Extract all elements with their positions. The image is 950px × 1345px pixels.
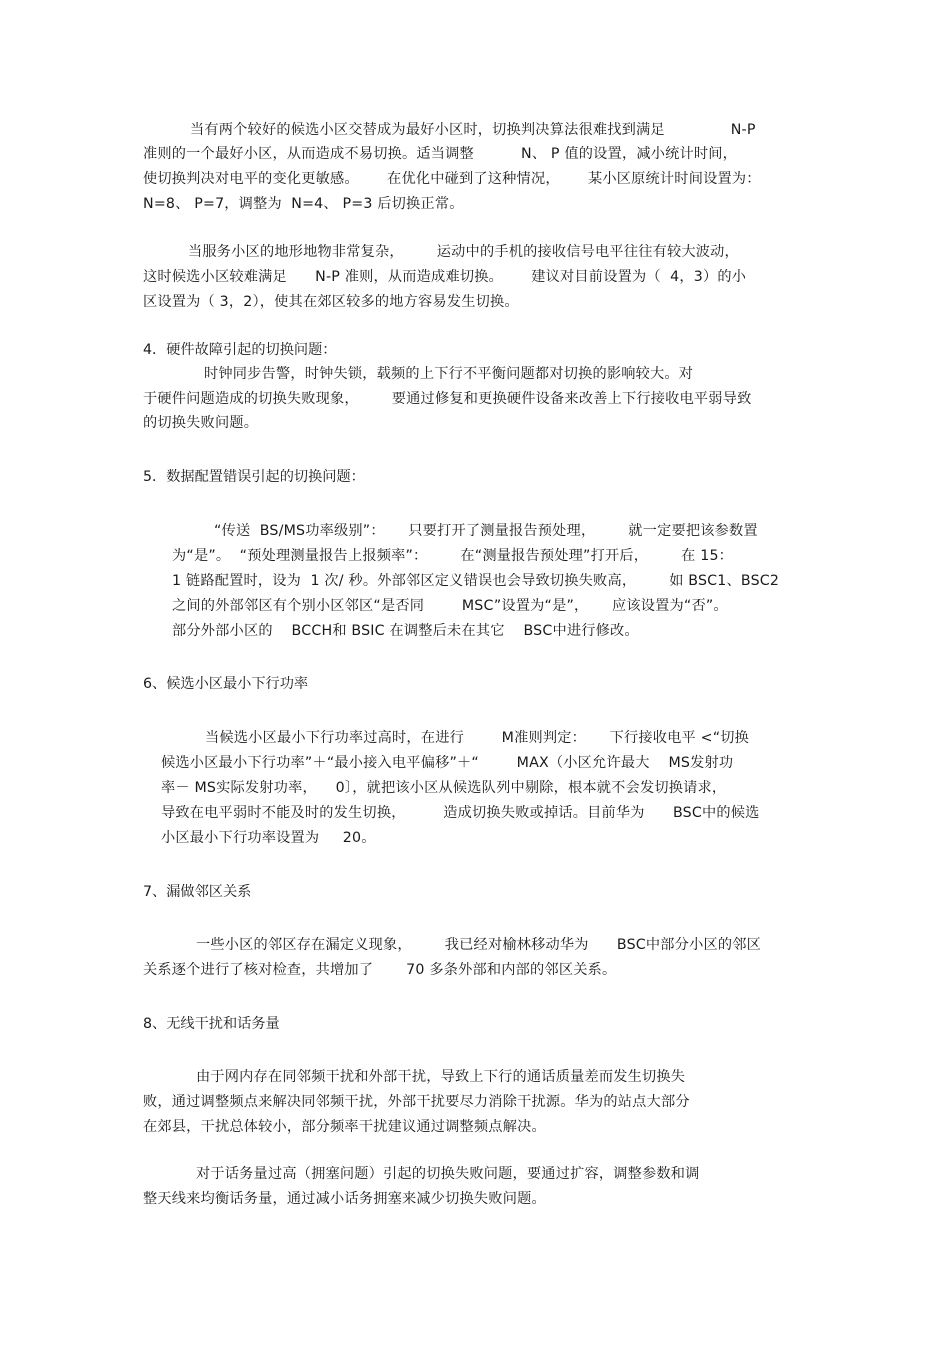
paragraph-line: 区设置为（ 3，2），使其在郊区较多的地方容易发生切换。 <box>143 294 519 310</box>
section-heading: 6、候选小区最小下行功率 <box>143 676 309 692</box>
paragraph-line: 这时候选小区较难满足 N-P 准则，从而造成难切换。 建议对目前设置为（ 4，3）的小 <box>143 269 747 285</box>
paragraph-line: 当有两个较好的候选小区交替成为最好小区时，切换判决算法很难找到满足 N-P <box>190 122 756 138</box>
paragraph-line: 小区最小下行功率设置为 20。 <box>161 830 376 846</box>
paragraph-line: 由于网内存在同邻频干扰和外部干扰，导致上下行的通话质量差而发生切换失 <box>196 1069 686 1085</box>
paragraph-line: 于硬件问题造成的切换失败现象， 要通过修复和更换硬件设备来改善上下行接收电平弱导致 <box>143 391 752 407</box>
paragraph-line: 对于话务量过高（拥塞问题）引起的切换失败问题，要通过扩容，调整参数和调 <box>196 1166 700 1182</box>
paragraph-line: 1 链路配置时，设为 1 次/ 秒。外部邻区定义错误也会导致切换失败高， 如 BSC1、BSC2 <box>172 573 780 589</box>
paragraph-line: 的切换失败问题。 <box>143 415 259 431</box>
paragraph-line: 为“是”。 “预处理测量报告上报频率”： 在“测量报告预处理”打开后， 在 15： <box>172 548 734 564</box>
paragraph-line: 一些小区的邻区存在漏定义现象， 我已经对榆林移动华为 BSC中部分小区的邻区 <box>196 937 762 953</box>
paragraph-line: 当服务小区的地形地物非常复杂， 运动中的手机的接收信号电平往往有较大波动， <box>188 244 739 260</box>
paragraph-line: “传送 BS/MS功率级别”： 只要打开了测量报告预处理， 就一定要把该参数置 <box>214 523 758 539</box>
paragraph-line: 时钟同步告警，时钟失锁，载频的上下行不平衡问题都对切换的影响较大。对 <box>204 366 694 382</box>
paragraph-line: N=8、 P=7，调整为 N=4、 P=3 后切换正常。 <box>143 196 464 212</box>
paragraph-line: 关系逐个进行了核对检查，共增加了 70 多条外部和内部的邻区关系。 <box>143 962 617 978</box>
section-heading: 5．数据配置错误引起的切换问题： <box>143 469 365 485</box>
paragraph-line: 使切换判决对电平的变化更敏感。 在优化中碰到了这种情况， 某小区原统计时间设置为： <box>143 171 761 187</box>
paragraph-line: 在郊县，干扰总体较小，部分频率干扰建议通过调整频点解决。 <box>143 1119 546 1135</box>
paragraph-line: 导致在电平弱时不能及时的发生切换， 造成切换失败或掉话。目前华为 BSC中的候选 <box>161 805 760 821</box>
paragraph-line: 之间的外部邻区有个别小区邻区“是否同 MSC”设置为“是”， 应该设置为“否”。 <box>172 598 728 614</box>
paragraph-line: 候选小区最小下行功率”＋“最小接入电平偏移”＋“ MAX（小区允许最大 MS发射功 <box>161 755 734 771</box>
paragraph-line: 整天线来均衡话务量，通过减小话务拥塞来减少切换失败问题。 <box>143 1191 546 1207</box>
paragraph-line: 准则的一个最好小区，从而造成不易切换。适当调整 N、 P 值的设置，减小统计时间， <box>143 146 738 162</box>
section-heading: 8、无线干扰和话务量 <box>143 1016 280 1032</box>
section-heading: 7、漏做邻区关系 <box>143 884 252 900</box>
paragraph-line: 部分外部小区的 BCCH和 BSIC 在调整后未在其它 BSC中进行修改。 <box>172 623 639 639</box>
paragraph-line: 率－ MS实际发射功率， 0〕，就把该小区从候选队列中剔除，根本就不会发切换请求， <box>161 780 727 796</box>
paragraph-line: 败，通过调整频点来解决同邻频干扰，外部干扰要尽力消除干扰源。华为的站点大部分 <box>143 1094 690 1110</box>
paragraph-line: 当候选小区最小下行功率过高时，在进行 M准则判定： 下行接收电平 <“切换 <box>205 730 750 746</box>
section-heading: 4．硬件故障引起的切换问题： <box>143 342 337 358</box>
